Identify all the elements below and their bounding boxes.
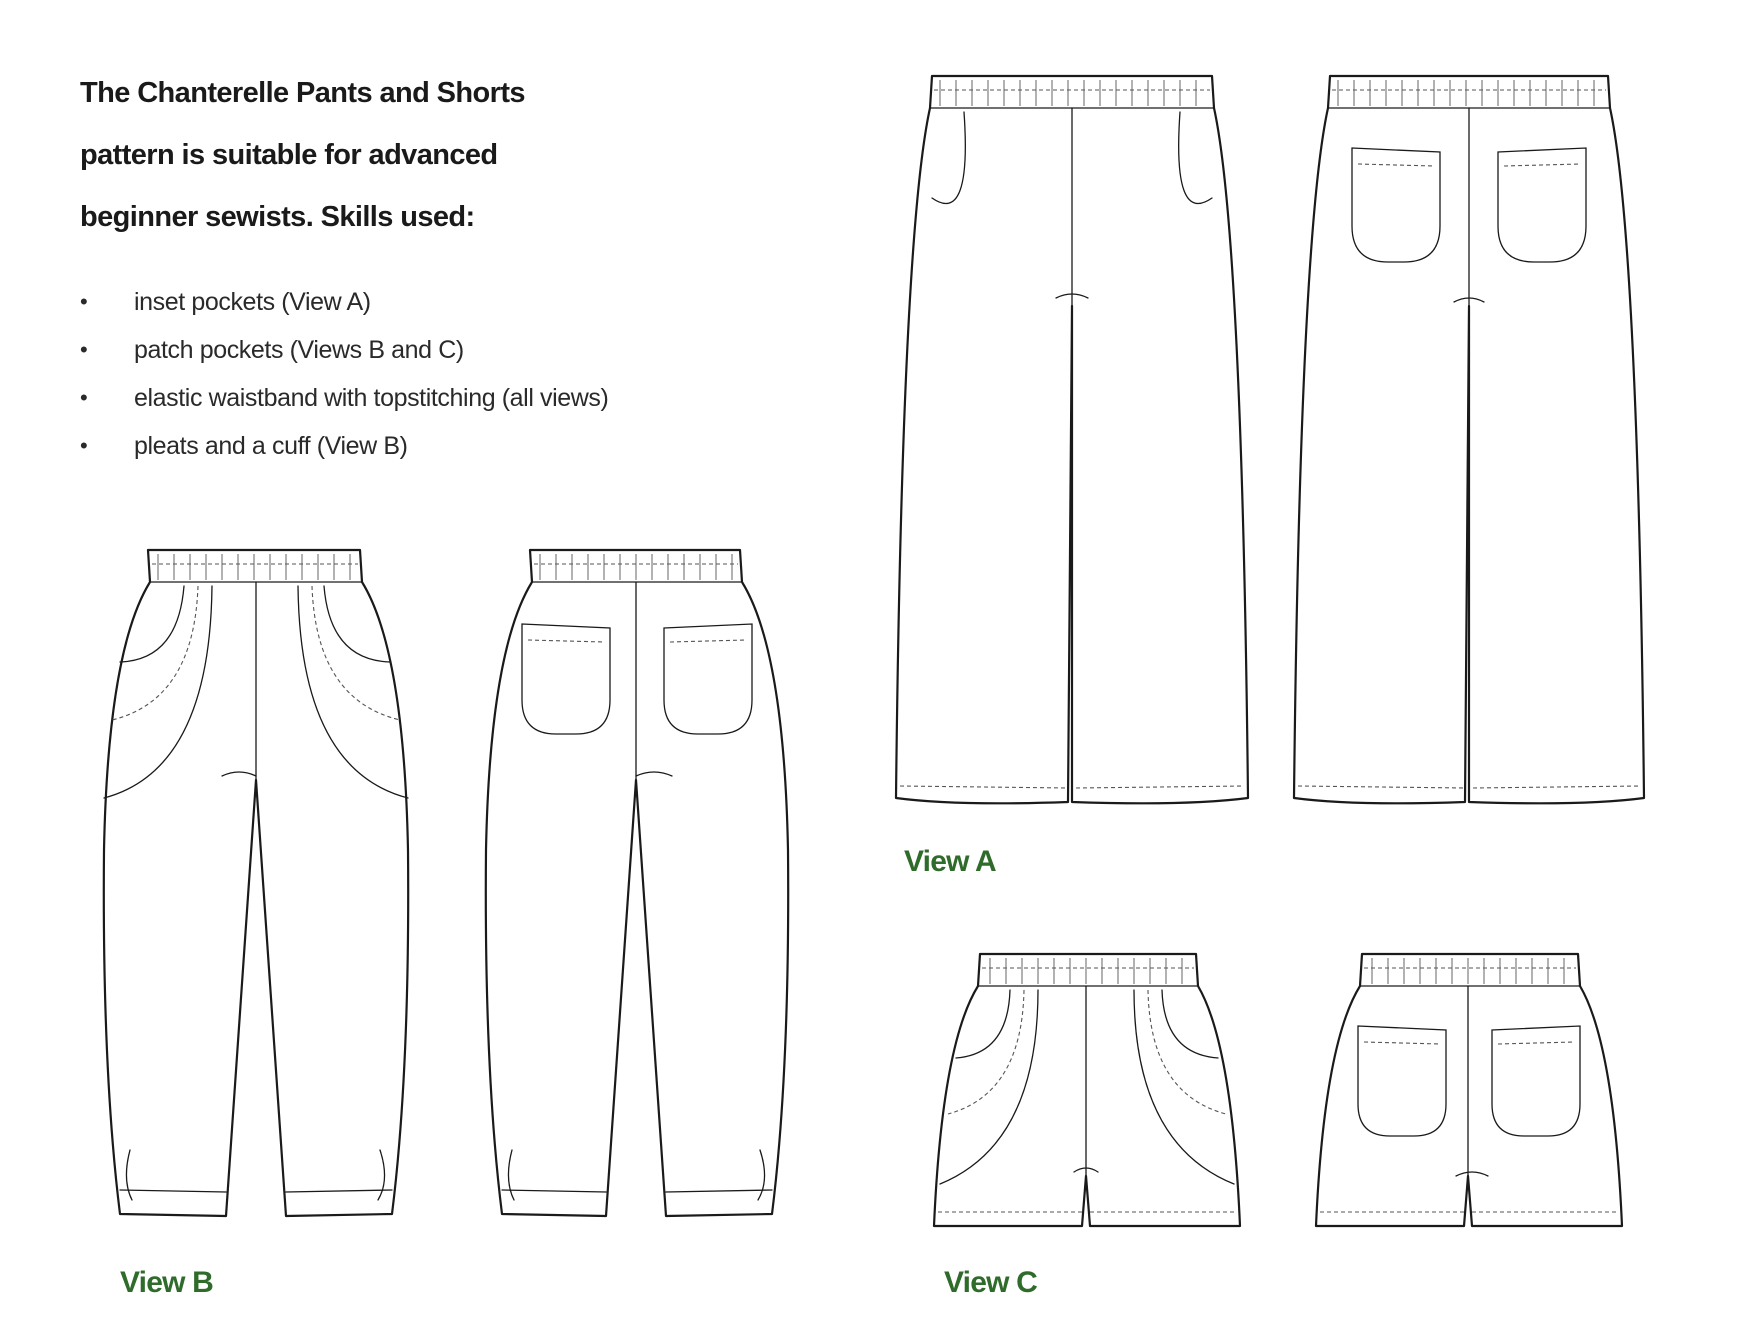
view-c-front-shorts-drawing	[934, 954, 1240, 1232]
shorts-outline	[1316, 954, 1622, 1226]
bullet-icon: •	[80, 433, 88, 458]
skill-item-text: patch pockets (Views B and C)	[134, 336, 464, 364]
skill-item-text: pleats and a cuff (View B)	[134, 432, 408, 460]
bullet-icon: •	[80, 385, 88, 410]
intro-title-line-3: beginner sewists. Skills used:	[80, 201, 475, 233]
view-a-back-pants-drawing	[1294, 76, 1644, 816]
view-b-front-pants-drawing	[102, 550, 410, 1232]
skill-item	[80, 422, 640, 470]
intro-section	[80, 62, 640, 470]
view-c-label: View C	[944, 1266, 1038, 1299]
bullet-icon: •	[80, 289, 88, 314]
intro-title-line-1: The Chanterelle Pants and Shorts	[80, 77, 525, 109]
skill-item	[80, 278, 640, 326]
skill-item	[80, 326, 640, 374]
skill-item	[80, 374, 640, 422]
skill-item-text: elastic waistband with topstitching (all views)	[134, 384, 609, 412]
view-a-label: View A	[904, 845, 996, 878]
view-c-back-shorts-drawing	[1316, 954, 1622, 1232]
intro-title	[80, 62, 640, 248]
view-a-front-pants-drawing	[896, 76, 1248, 816]
intro-title-line-2: pattern is suitable for advanced	[80, 139, 498, 171]
skill-item-text: inset pockets (View A)	[134, 288, 371, 316]
view-b-back-pants-drawing	[484, 550, 790, 1232]
pants-outline	[486, 550, 788, 1216]
view-b-label: View B	[120, 1266, 214, 1299]
shorts-outline	[934, 954, 1240, 1226]
skills-list	[80, 278, 640, 470]
bullet-icon: •	[80, 337, 88, 362]
